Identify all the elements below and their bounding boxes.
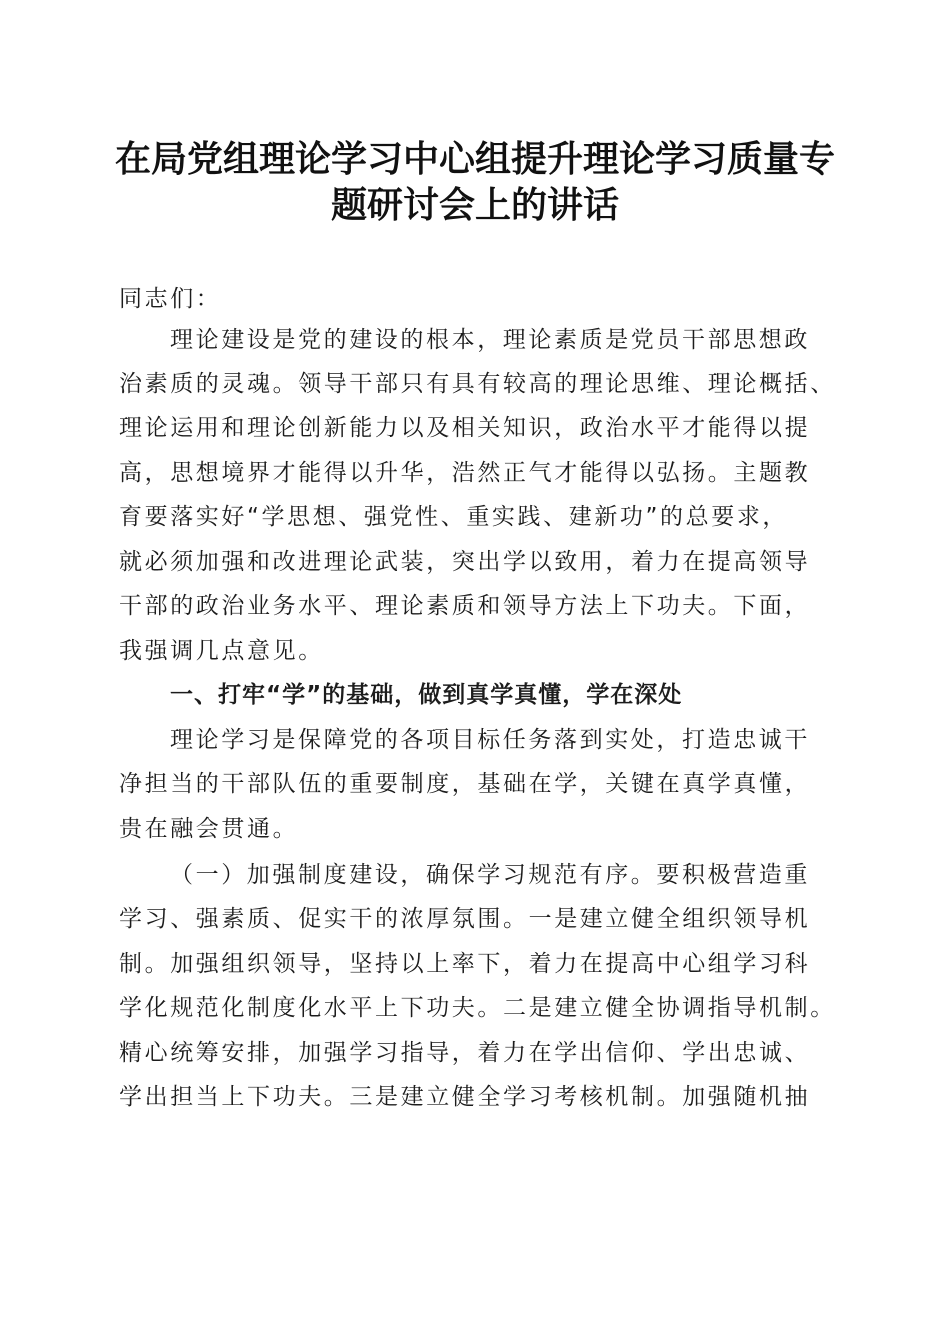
paragraph-line: 净担当的干部队伍的重要制度，基础在学，关键在真学真懂， — [119, 771, 811, 797]
paragraph-line: 理论运用和理论创新能力以及相关知识，政治水平才能得以提 — [119, 415, 811, 441]
paragraph-line: 精心统筹安排，加强学习指导，着力在学出信仰、学出忠诚、 — [119, 1040, 811, 1066]
paragraph-line: 学化规范化制度化水平上下功夫。二是建立健全协调指导机制。 — [119, 995, 836, 1021]
paragraph-line: 理论学习是保障党的各项目标任务落到实处，打造忠诚干 — [170, 727, 810, 753]
paragraph-line: 学出担当上下功夫。三是建立健全学习考核机制。加强随机抽 — [119, 1084, 811, 1110]
paragraph-line: 干部的政治业务水平、理论素质和领导方法上下功夫。下面， — [119, 593, 811, 619]
document-title-line-2: 题研讨会上的讲话 — [330, 184, 619, 226]
paragraph-line: 我强调几点意见。 — [119, 638, 324, 664]
paragraph-line: 育要落实好“学思想、强党性、重实践、建新功”的总要求， — [119, 504, 789, 530]
paragraph-line: 理论建设是党的建设的根本，理论素质是党员干部思想政 — [170, 327, 810, 353]
paragraph-line: 贵在融会贯通。 — [119, 816, 299, 842]
document-title-line-1: 在局党组理论学习中心组提升理论学习质量专 — [114, 138, 835, 180]
paragraph-line: （一）加强制度建设，确保学习规范有序。要积极营造重 — [170, 862, 810, 888]
section-heading: 一、打牢“学”的基础，做到真学真懂，学在深处 — [170, 682, 683, 708]
paragraph-line: 就必须加强和改进理论武装，突出学以致用，着力在提高领导 — [119, 549, 811, 575]
paragraph-line: 治素质的灵魂。领导干部只有具有较高的理论思维、理论概括、 — [119, 371, 836, 397]
paragraph-line: 高，思想境界才能得以升华，浩然正气才能得以弘扬。主题教 — [119, 460, 811, 486]
paragraph-line: 制。加强组织领导，坚持以上率下，着力在提高中心组学习科 — [119, 951, 811, 977]
salutation: 同志们： — [119, 286, 222, 312]
paragraph-line: 学习、强素质、促实干的浓厚氛围。一是建立健全组织领导机 — [119, 906, 811, 932]
